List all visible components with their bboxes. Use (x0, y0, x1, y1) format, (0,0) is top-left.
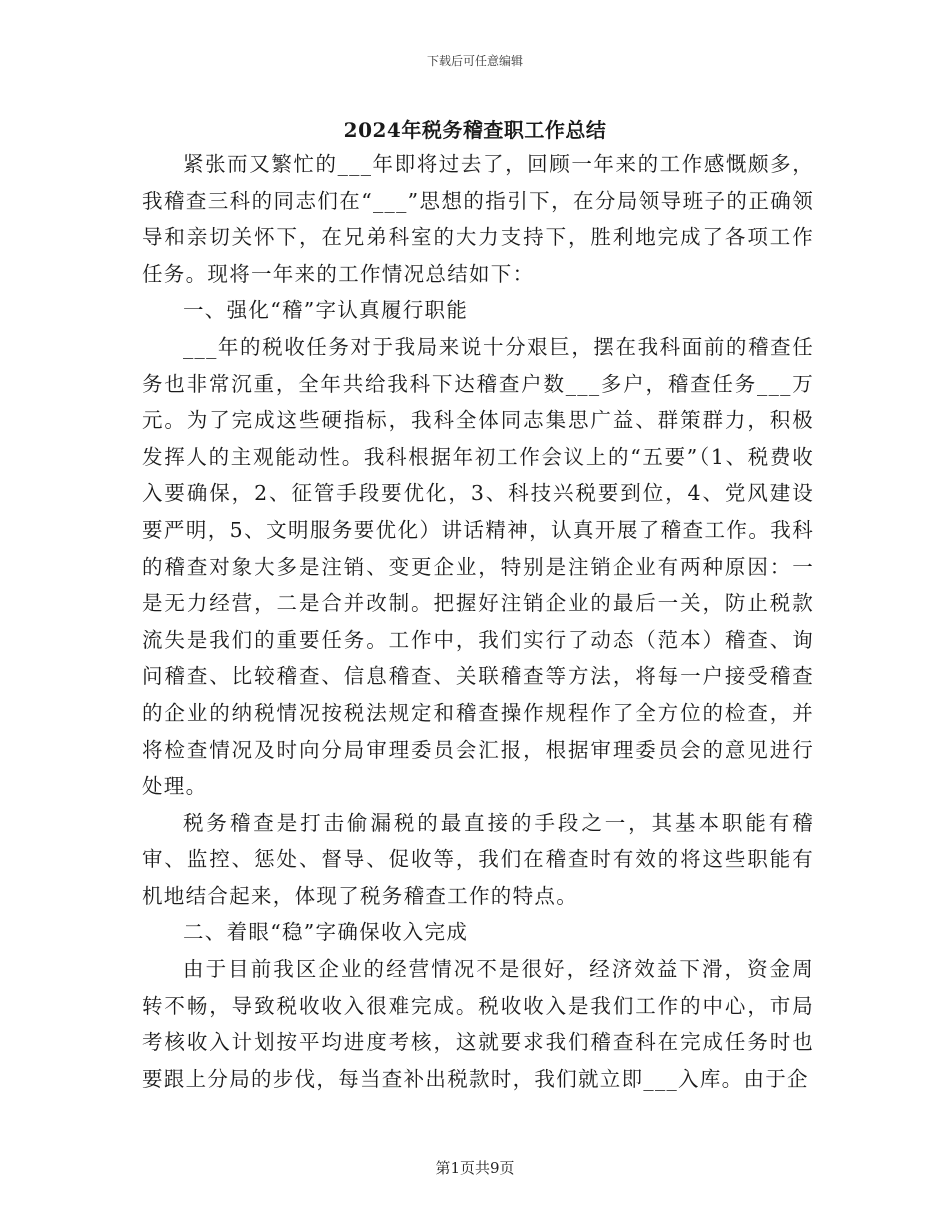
section-heading-2: 二、着眼“稳”字确保收入完成 (183, 920, 469, 945)
document-body (142, 146, 814, 1097)
paragraph-section-2: 由于目前我区企业的经营情况不是很好，经济效益下滑，资金周转不畅，导致税收收入很难完成。税收收入是我们工作的中心，市局考核收入计划按平均进度考核，这就要求我们稽查科在完成任务时也要跟上分局的步伐，每当查补出税款时，我们就立即___入库。由于企 (142, 957, 814, 1091)
paragraph-intro: 紧张而又繁忙的___年即将过去了，回顾一年来的工作感慨颇多，我稽查三科的同志们在“___”思想的指引下，在分局领导班子的正确领导和亲切关怀下，在兄弟科室的大力支持下，胜利地完成了各项工作任务。现将一年来的工作情况总结如下： (142, 152, 814, 286)
header-note: 下载后可任意编辑 (426, 54, 523, 68)
section-heading-1: 一、强化“稽”字认真履行职能 (183, 298, 469, 323)
document-title: 2024年税务稽查职工作总结 (343, 118, 607, 142)
page-footer: 第1页共9页 (435, 1159, 515, 1177)
paragraph-section-1-cont: 税务稽查是打击偷漏税的最直接的手段之一，其基本职能有稽审、监控、惩处、督导、促收等，我们在稽查时有效的将这些职能有机地结合起来，体现了税务稽查工作的特点。 (142, 810, 814, 908)
paragraph-section-1: ___年的税收任务对于我局来说十分艰巨，摆在我科面前的稽查任务也非常沉重，全年共给我科下达稽查户数___多户，稽查任务___万元。为了完成这些硬指标，我科全体同志集思广益、群策群力，积极发挥人的主观能动性。我科根据年初工作会议上的“五要”（1、税费收入要确保，2、征管手段要优化，3、科技兴税要到位，4、党风建设要严明，5、文明服务要优化）讲话精神，认真开展了稽查工作。我科的稽查对象大多是注销、变更企业，特别是注销企业有两种原因：一是无力经营，二是合并改制。把握好注销企业的最后一关，防止税款流失是我们的重要任务。工作中，我们实行了动态（范本）稽查、询问稽查、比较稽查、信息稽查、关联稽查等方法，将每一户接受稽查的企业的纳税情况按税法规定和稽查操作规程作了全方位的检查，并将检查情况及时向分局审理委员会汇报，根据审理委员会的意见进行处理。 (142, 334, 814, 799)
